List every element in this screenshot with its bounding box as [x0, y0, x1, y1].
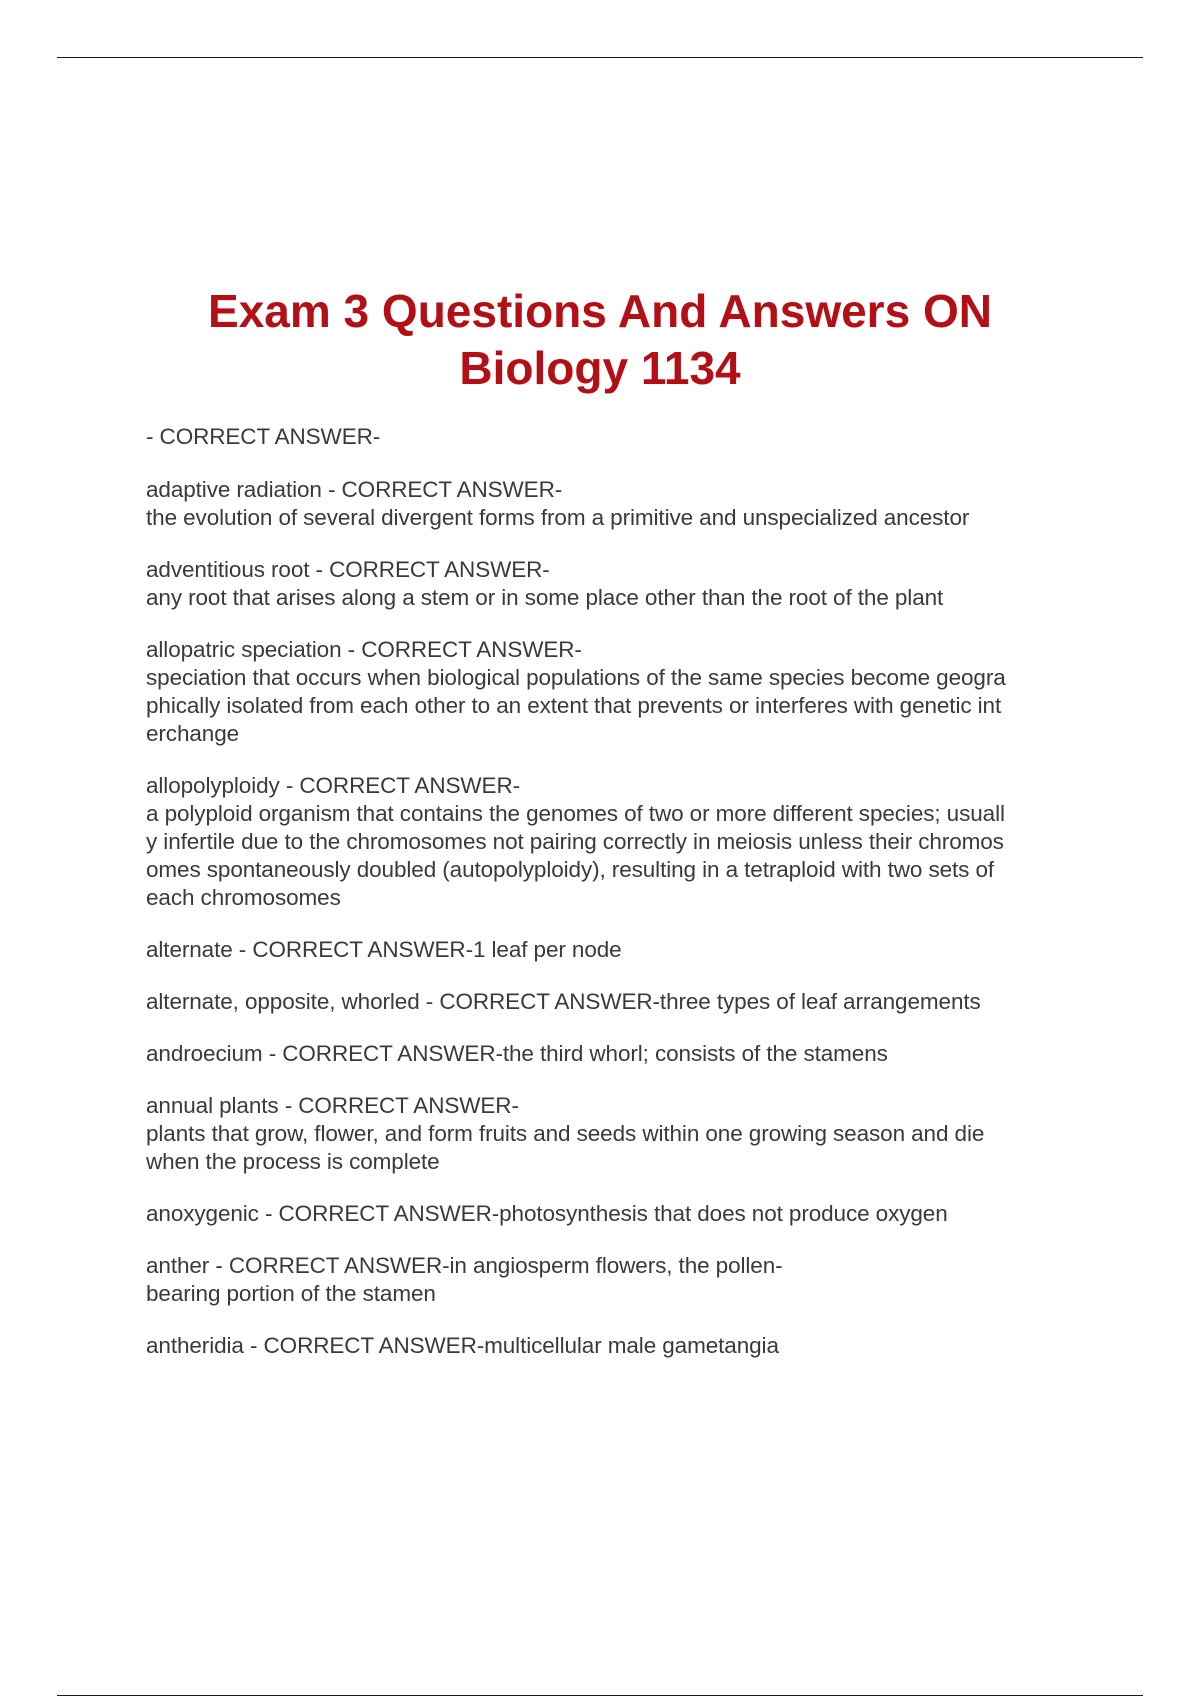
- qa-entry: [146, 476, 1096, 532]
- entry-line: speciation that occurs when biological populations of the same species become geogra: [146, 665, 1006, 690]
- entry-line: annual plants - CORRECT ANSWER-: [146, 1093, 519, 1118]
- entry-line: alternate - CORRECT ANSWER-1 leaf per node: [146, 937, 622, 962]
- footer-rule: [57, 1695, 1143, 1696]
- entry-line: allopatric speciation - CORRECT ANSWER-: [146, 637, 582, 662]
- qa-entry: [146, 1040, 1096, 1068]
- entry-line: alternate, opposite, whorled - CORRECT ANSWER-three types of leaf arrangements: [146, 989, 981, 1014]
- qa-entry: [146, 1200, 1096, 1228]
- entry-line: each chromosomes: [146, 885, 341, 910]
- entry-line: anther - CORRECT ANSWER-in angiosperm flowers, the pollen-: [146, 1253, 783, 1278]
- entry-line: the evolution of several divergent forms from a primitive and unspecialized ancestor: [146, 505, 970, 530]
- entry-line: - CORRECT ANSWER-: [146, 424, 381, 449]
- entry-line: adventitious root - CORRECT ANSWER-: [146, 557, 550, 582]
- qa-entry: [146, 636, 1096, 748]
- qa-entry: [146, 772, 1096, 912]
- qa-entry: [146, 1092, 1096, 1176]
- entry-line: erchange: [146, 721, 240, 746]
- qa-entry: [146, 1332, 1096, 1360]
- document-title-line: Exam 3 Questions And Answers ON: [208, 285, 992, 337]
- qa-entry: [146, 988, 1096, 1016]
- entry-line: a polyploid organism that contains the genomes of two or more different species; usuall: [146, 801, 1005, 826]
- document-title-line: Biology 1134: [459, 342, 741, 394]
- qa-entry: [146, 936, 1096, 964]
- qa-list: [146, 423, 1096, 1384]
- entry-line: any root that arises along a stem or in some place other than the root of the plant: [146, 585, 944, 610]
- entry-line: adaptive radiation - CORRECT ANSWER-: [146, 477, 563, 502]
- entry-line: omes spontaneously doubled (autopolyploidy), resulting in a tetraploid with two sets of: [146, 857, 995, 882]
- entry-line: plants that grow, flower, and form fruits and seeds within one growing season and die: [146, 1121, 985, 1146]
- qa-entry: [146, 423, 1096, 451]
- qa-entry: [146, 556, 1096, 612]
- header-rule: [57, 57, 1143, 58]
- entry-line: allopolyploidy - CORRECT ANSWER-: [146, 773, 520, 798]
- document-title: [100, 283, 1100, 397]
- entry-line: antheridia - CORRECT ANSWER-multicellular male gametangia: [146, 1333, 779, 1358]
- entry-line: androecium - CORRECT ANSWER-the third whorl; consists of the stamens: [146, 1041, 888, 1066]
- entry-line: phically isolated from each other to an extent that prevents or interferes with genetic int: [146, 693, 1002, 718]
- qa-entry: [146, 1252, 1096, 1308]
- entry-line: y infertile due to the chromosomes not pairing correctly in meiosis unless their chromos: [146, 829, 1004, 854]
- entry-line: when the process is complete: [146, 1149, 440, 1174]
- entry-line: anoxygenic - CORRECT ANSWER-photosynthesis that does not produce oxygen: [146, 1201, 948, 1226]
- entry-line: bearing portion of the stamen: [146, 1281, 436, 1306]
